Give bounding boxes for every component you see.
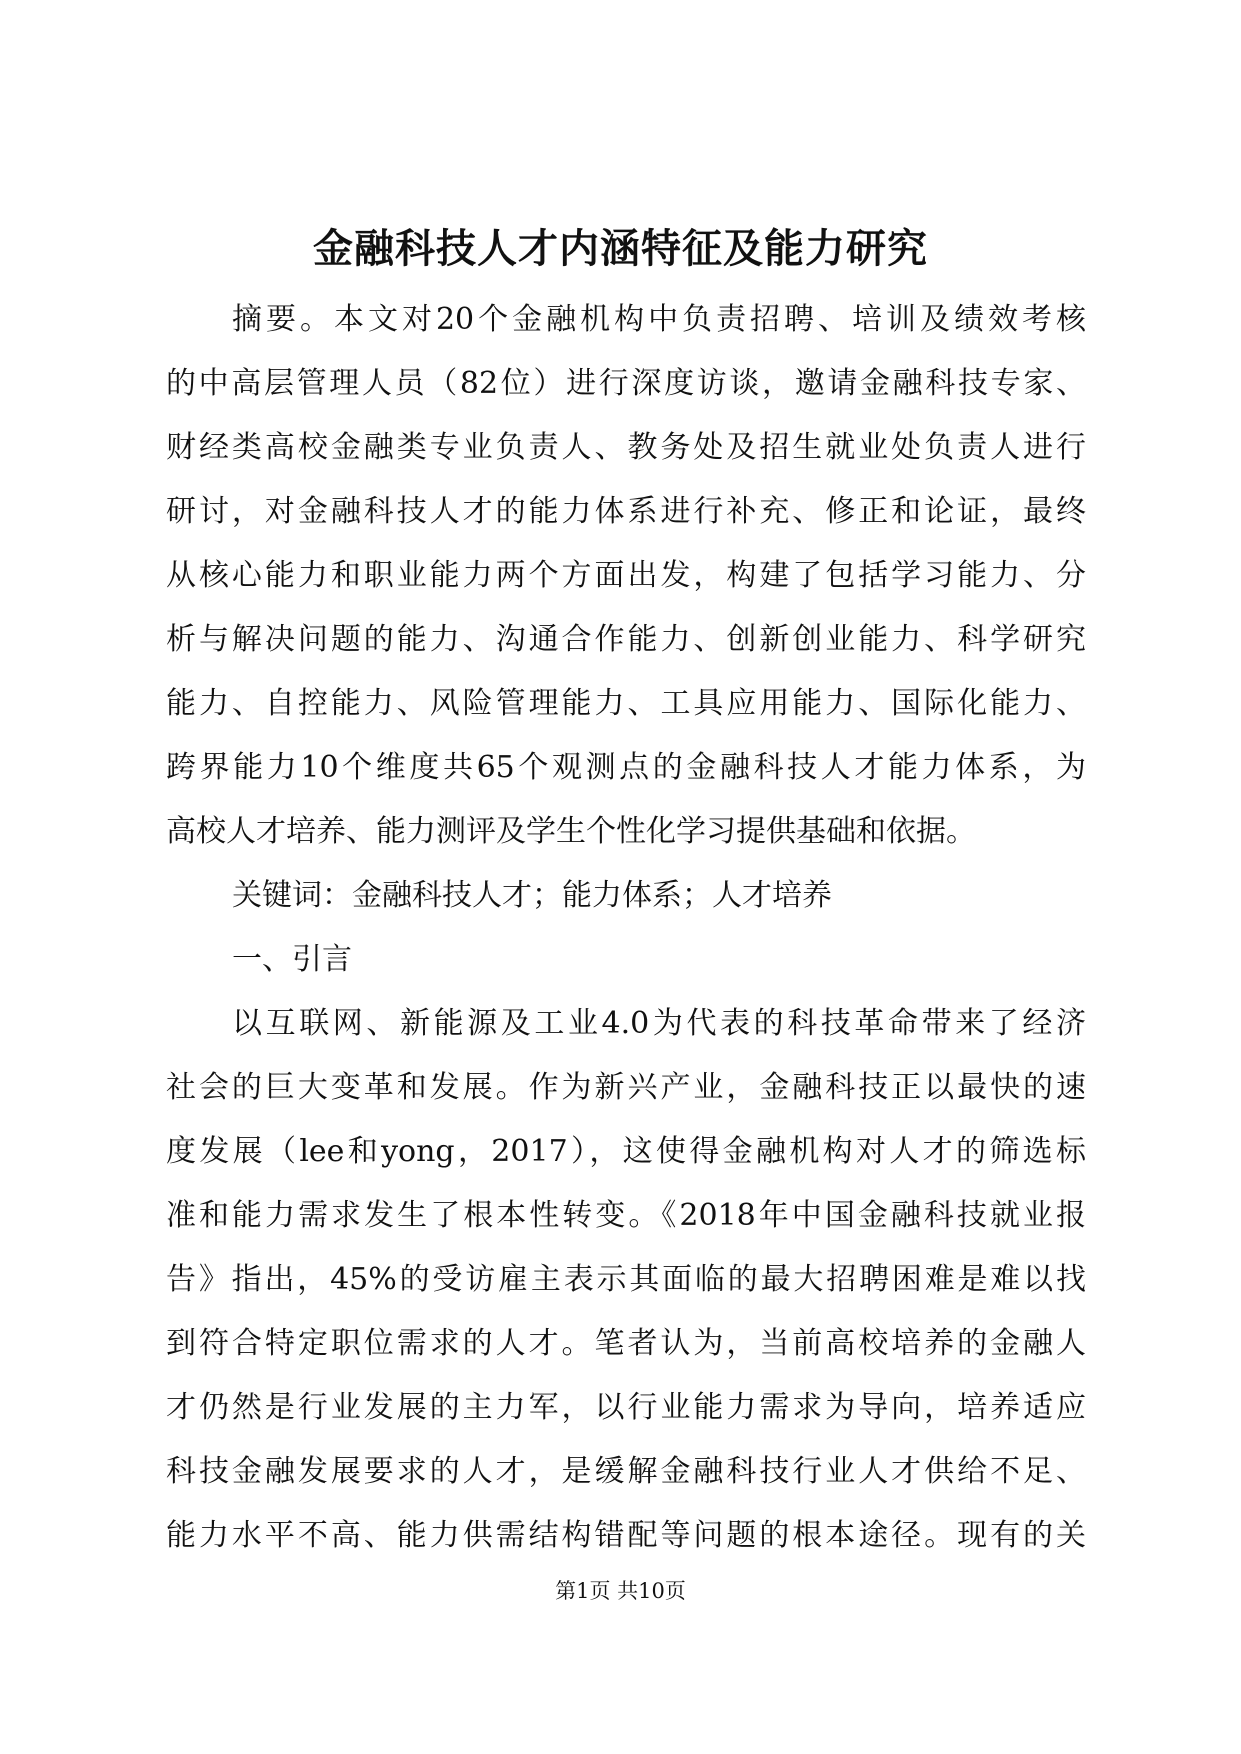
abstract-line-5: 从核心能力和职业能力两个方面出发，构建了包括学习能力、分 <box>166 558 1086 593</box>
abstract-line-9: 高校人才培养、能力测评及学生个性化学习提供基础和依据。 <box>166 814 976 849</box>
intro-line-7: 才仍然是行业发展的主力军，以行业能力需求为导向，培养适应 <box>166 1390 1086 1425</box>
document-body <box>166 288 1086 1568</box>
intro-line-8: 科技金融发展要求的人才，是缓解金融科技行业人才供给不足、 <box>166 1454 1086 1489</box>
document-title: 金融科技人才内涵特征及能力研究 <box>313 225 928 272</box>
intro-line-2: 社会的巨大变革和发展。作为新兴产业，金融科技正以最快的速 <box>166 1070 1086 1105</box>
intro-line-5: 告》指出，45%的受访雇主表示其面临的最大招聘困难是难以找 <box>166 1262 1086 1297</box>
intro-line-6: 到符合特定职位需求的人才。笔者认为，当前高校培养的金融人 <box>166 1326 1086 1361</box>
abstract-line-6: 析与解决问题的能力、沟通合作能力、创新创业能力、科学研究 <box>166 622 1086 657</box>
abstract-line-8: 跨界能力10个维度共65个观测点的金融科技人才能力体系，为 <box>166 750 1086 785</box>
abstract-line-4: 研讨，对金融科技人才的能力体系进行补充、修正和论证，最终 <box>166 494 1086 529</box>
intro-line-9: 能力水平不高、能力供需结构错配等问题的根本途径。现有的关 <box>166 1518 1086 1553</box>
abstract-line-2: 的中高层管理人员（82位）进行深度访谈，邀请金融科技专家、 <box>166 366 1086 401</box>
intro-line-3: 度发展（lee和yong，2017），这使得金融机构对人才的筛选标 <box>166 1134 1086 1169</box>
abstract-line-7: 能力、自控能力、风险管理能力、工具应用能力、国际化能力、 <box>166 686 1086 721</box>
keywords-line: 关键词：金融科技人才；能力体系；人才培养 <box>232 878 832 913</box>
intro-line-1: 以互联网、新能源及工业4.0为代表的科技革命带来了经济 <box>232 1006 1086 1041</box>
page-number-footer: 第1页 共10页 <box>555 1579 686 1603</box>
intro-line-4: 准和能力需求发生了根本性转变。《2018年中国金融科技就业报 <box>166 1198 1086 1233</box>
section-heading-intro: 一、引言 <box>232 942 352 977</box>
abstract-line-3: 财经类高校金融类专业负责人、教务处及招生就业处负责人进行 <box>166 430 1086 465</box>
abstract-line-1: 摘要。本文对20个金融机构中负责招聘、培训及绩效考核 <box>232 302 1086 337</box>
